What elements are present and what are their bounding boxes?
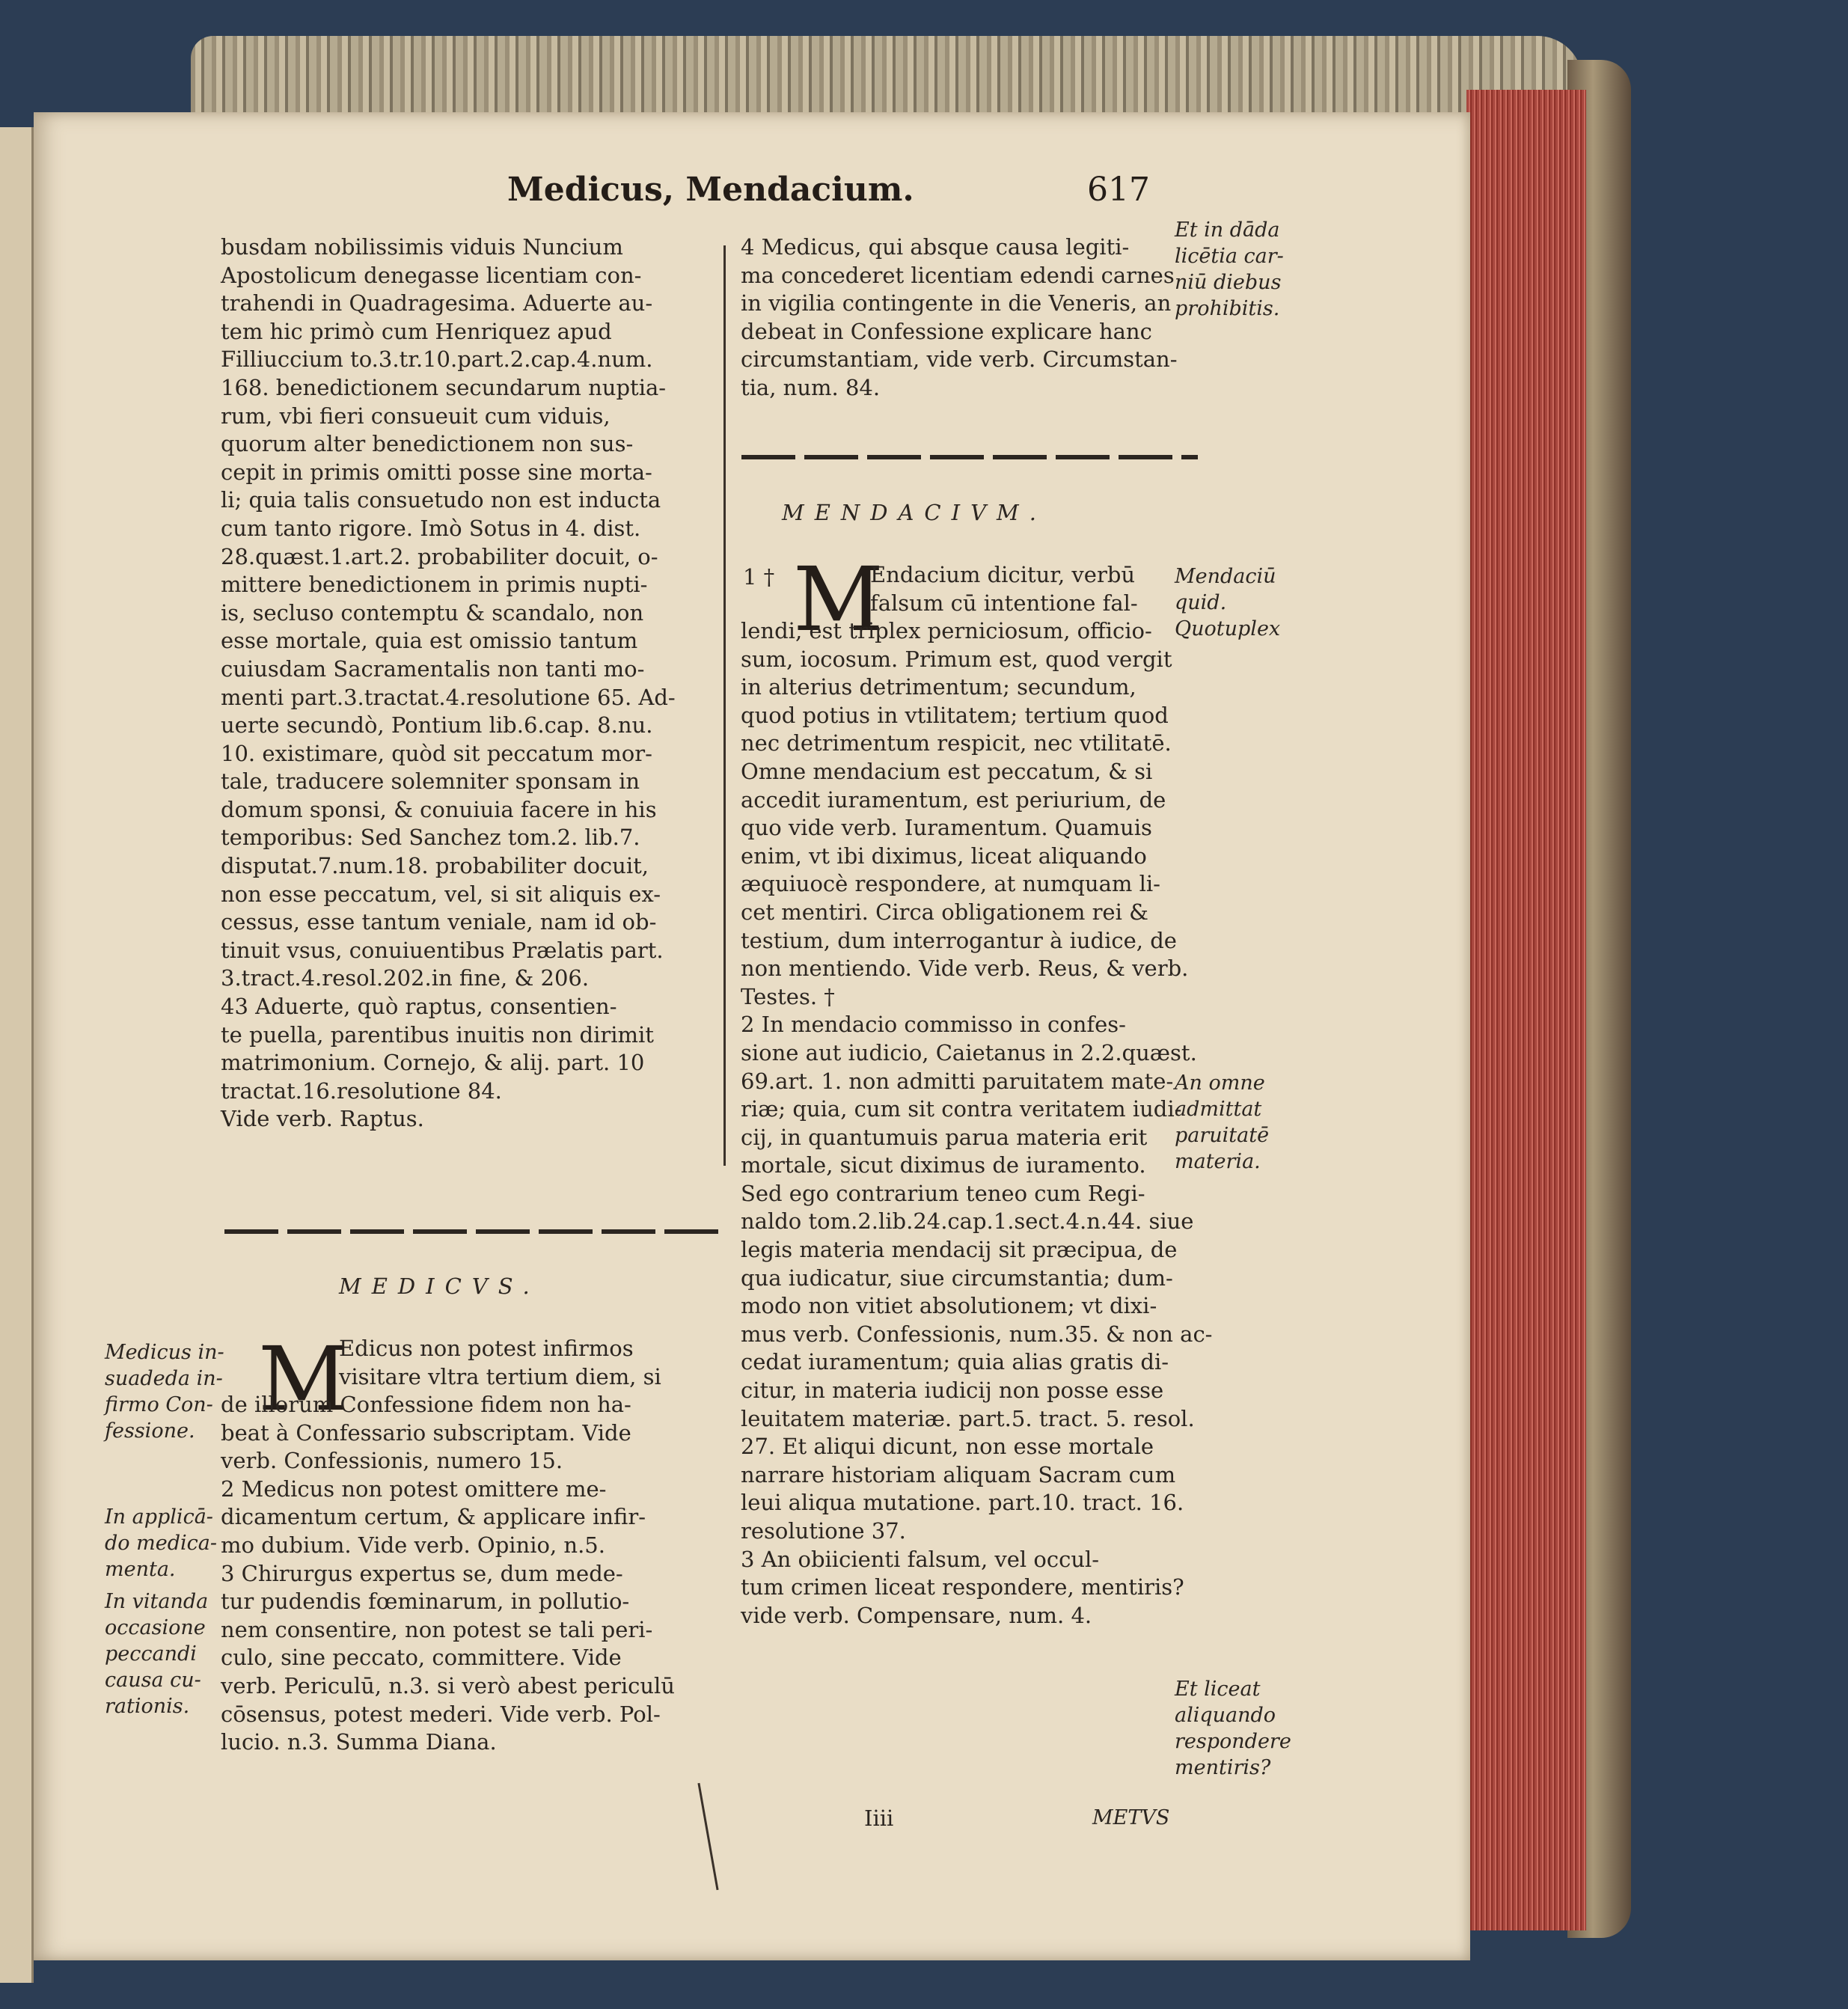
text-line: esse mortale, quia est omissio tantum: [221, 628, 638, 654]
text-line: rum, vbi fieri consueuit cum viduis,: [221, 403, 611, 429]
text-line: nem consentire, non potest se tali peri-: [221, 1616, 653, 1642]
text-line: culo, sine peccato, committere. Vide: [221, 1645, 622, 1671]
text-line: beat à Confessario subscriptam. Vide: [221, 1419, 631, 1446]
text-line: te puella, parentibus inuitis non dirimit: [221, 1021, 654, 1048]
text-line: 28.quæst.1.art.2. probabiliter docuit, o-: [221, 543, 658, 569]
margin-note-line: firmo Con-: [105, 1393, 213, 1416]
text-line: ma concederet licentiam edendi carnes: [741, 262, 1175, 288]
text-line: tractat.16.resolutione 84.: [221, 1077, 502, 1104]
margin-note-line: Mendaciū: [1175, 565, 1276, 588]
text-line: Sed ego contrarium teneo cum Regi-: [741, 1180, 1145, 1206]
margin-note-line: An omne: [1175, 1071, 1265, 1095]
margin-note-line: admittat: [1175, 1098, 1262, 1121]
margin-note-line: fessione.: [105, 1419, 195, 1443]
page-number: 617: [1087, 171, 1150, 209]
text-line: tale, traducere solemniter sponsam in: [221, 768, 640, 795]
text-line: tia, num. 84.: [741, 374, 881, 400]
mendacium-text: [741, 617, 1212, 1630]
text-line: 10. existimare, quòd sit peccatum mor-: [221, 740, 652, 766]
text-line: 4 Medicus, qui absque causa legiti-: [741, 234, 1130, 260]
text-line: tum crimen liceat respondere, mentiris?: [741, 1574, 1184, 1600]
text-line: riæ; quia, cum sit contra veritatem iudi-: [741, 1096, 1182, 1122]
text-line: cōsensus, potest mederi. Vide verb. Pol-: [221, 1701, 661, 1727]
text-line: cum tanto rigore. Imò Sotus in 4. dist.: [221, 515, 641, 541]
text-line: accedit iuramentum, est periurium, de: [741, 786, 1166, 813]
dropcap-mendacium: M: [793, 548, 884, 651]
text-line: narrare historiam aliquam Sacram cum: [741, 1461, 1176, 1487]
text-line: Vide verb. Raptus.: [221, 1106, 424, 1132]
text-line: uerte secundò, Pontium lib.6.cap. 8.nu.: [221, 712, 653, 739]
text-line: is, secluso contemptu & scandalo, non: [221, 599, 644, 626]
text-line: dicamentum certum, & applicare infir-: [221, 1504, 646, 1530]
catchword: METVS: [1092, 1806, 1170, 1829]
section-title-mendacium: MENDACIVM.: [782, 500, 1047, 525]
text-line: circumstantiam, vide verb. Circumstan-: [741, 346, 1178, 373]
text-line: 2 Medicus non potest omittere me-: [221, 1476, 607, 1502]
text-line: li; quia talis consuetudo non est inducta: [221, 487, 661, 513]
text-line: falsum cū intentione fal-: [870, 590, 1138, 616]
section-title-medicus: MEDICVS.: [339, 1273, 540, 1299]
margin-note-line: In applicā-: [105, 1505, 213, 1529]
margin-note-line: do medica-: [105, 1532, 217, 1555]
text-line: 3 An obiicienti falsum, vel occul-: [741, 1546, 1100, 1572]
margin-note-line: paruitatē: [1175, 1124, 1270, 1147]
text-line: Apostolicum denegasse licentiam con-: [221, 262, 642, 288]
text-line: modo non vitiet absolutionem; vt dixi-: [741, 1293, 1157, 1319]
text-line: non mentiendo. Vide verb. Reus, & verb.: [741, 955, 1189, 982]
margin-note-vitanda-occasione: [105, 1588, 208, 1719]
text-line: sione aut iudicio, Caietanus in 2.2.quæst.: [741, 1039, 1197, 1065]
text-line: Testes. †: [741, 983, 835, 1009]
text-line: leui aliqua mutatione. part.10. tract. 16.: [741, 1490, 1184, 1516]
text-line: cij, in quantumuis parua materia erit: [741, 1124, 1148, 1150]
text-line: nec detrimentum respicit, nec vtilitatē.: [741, 730, 1172, 756]
text-line: æquiuocè respondere, at numquam li-: [741, 871, 1160, 897]
text-line: 43 Aduerte, quò raptus, consentien-: [221, 994, 617, 1020]
text-line: 27. Et aliqui dicunt, non esse mortale: [741, 1434, 1154, 1460]
column-divider-end: [697, 1783, 718, 1890]
text-line: qua iudicatur, siue circumstantia; dum-: [741, 1265, 1173, 1291]
text-line: debeat in Confessione explicare hanc: [741, 318, 1152, 344]
text-line: mortale, sicut diximus de iuramento.: [741, 1152, 1146, 1178]
margin-note-line: causa cu-: [105, 1669, 201, 1692]
margin-note-line: respondere: [1175, 1730, 1291, 1753]
text-line: quod potius in vtilitatem; tertium quod: [741, 702, 1169, 728]
text-line: 3 Chirurgus expertus se, dum mede-: [221, 1560, 623, 1586]
text-line: resolutione 37.: [741, 1518, 906, 1544]
text-line: menti part.3.tractat.4.resolutione 65. Ad-: [221, 684, 676, 710]
text-line: verb. Confessionis, numero 15.: [221, 1448, 563, 1474]
running-title: Medicus, Mendacium.: [507, 171, 914, 209]
left-column-text: [221, 233, 676, 1134]
margin-note-applicando: [105, 1504, 217, 1583]
text-line: cedat iuramentum; quia alias gratis di-: [741, 1349, 1169, 1375]
margin-note-line: niū diebus: [1175, 271, 1282, 294]
text-line: trahendi in Quadragesima. Aduerte au-: [221, 290, 653, 317]
text-line: Endacium dicitur, verbū: [870, 562, 1136, 587]
text-line: mittere benedictionem in primis nupti-: [221, 572, 648, 598]
text-line: mus verb. Confessionis, num.35. & non ac-: [741, 1321, 1213, 1347]
text-line: matrimonium. Cornejo, & alij. part. 10: [221, 1050, 645, 1076]
medicus-opening-lines: [339, 1335, 661, 1391]
margin-note-line: In vitanda: [105, 1590, 209, 1613]
text-line: cuiusdam Sacramentalis non tanti mo-: [221, 655, 645, 682]
margin-note-licentia-carnium: [1175, 217, 1284, 322]
signature-mark: Iiii: [864, 1805, 894, 1831]
margin-note-line: materia.: [1175, 1150, 1261, 1173]
text-line: in vigilia contingente in die Veneris, an: [741, 290, 1172, 317]
text-line: non esse peccatum, vel, si sit aliquis ex-: [221, 881, 661, 907]
margin-note-line: menta.: [105, 1558, 176, 1581]
margin-note-line: Et in dāda: [1175, 218, 1280, 242]
text-line: 2 In mendacio commisso in confes-: [741, 1012, 1126, 1038]
text-line: lucio. n.3. Summa Diana.: [221, 1729, 497, 1755]
margin-note-line: quid.: [1175, 591, 1227, 614]
margin-note-line: mentiris?: [1175, 1756, 1271, 1779]
text-line: lendi, est triplex perniciosum, officio-: [741, 618, 1152, 643]
text-line: Edicus non potest infirmos: [339, 1336, 634, 1361]
text-line: cessus, esse tantum veniale, nam id ob-: [221, 909, 657, 935]
text-line: mo dubium. Vide verb. Opinio, n.5.: [221, 1532, 605, 1558]
text-line: vide verb. Compensare, num. 4.: [741, 1602, 1092, 1628]
book-page: [34, 112, 1470, 1960]
text-line: disputat.7.num.18. probabiliter docuit,: [221, 853, 649, 879]
margin-note-mendacium-quid: [1175, 563, 1280, 642]
text-line: enim, vt ibi diximus, liceat aliquando: [741, 843, 1147, 869]
margin-note-line: Et liceat: [1175, 1678, 1261, 1701]
column-divider: [723, 245, 726, 1166]
mendacium-opening-lines: [870, 561, 1138, 617]
section-divider-left: [224, 1229, 718, 1234]
medicus-text: [221, 1391, 675, 1757]
margin-note-line: aliquando: [1175, 1704, 1276, 1727]
page-fore-edge: [1466, 90, 1586, 1930]
text-line: naldo tom.2.lib.24.cap.1.sect.4.n.44. siue: [741, 1208, 1194, 1235]
margin-note-line: licētia car-: [1175, 245, 1284, 268]
right-column-top-text: [741, 233, 1178, 403]
text-line: in alterius detrimentum; secundum,: [741, 674, 1136, 700]
margin-note-respondere-mentiris: [1175, 1676, 1291, 1781]
section-divider-right: [741, 455, 1198, 459]
text-line: tur pudendis fœminarum, in pollutio-: [221, 1588, 630, 1615]
margin-note-paruitatem: [1175, 1070, 1269, 1175]
text-line: domum sponsi, & conuiuia facere in his: [221, 796, 657, 822]
margin-note-line: peccandi: [105, 1642, 197, 1666]
paragraph-marker: 1 †: [743, 564, 775, 590]
text-line: busdam nobilissimis viduis Nuncium: [221, 234, 623, 260]
text-line: de illorum Confessione fidem non ha-: [221, 1392, 631, 1417]
dropcap-medicus: M: [258, 1327, 349, 1431]
text-line: cepit in primis omitti posse sine morta-: [221, 459, 652, 485]
facing-page-edge: [0, 127, 34, 1983]
text-line: 69.art. 1. non admitti paruitatem mate-: [741, 1068, 1174, 1094]
text-line: leuitatem materiæ. part.5. tract. 5. resol.: [741, 1405, 1195, 1431]
text-line: quo vide verb. Iuramentum. Quamuis: [741, 815, 1152, 841]
text-line: Filliuccium to.3.tr.10.part.2.cap.4.num.: [221, 346, 653, 373]
text-line: sum, iocosum. Primum est, quod vergit: [741, 646, 1172, 672]
text-line: quorum alter benedictionem non sus-: [221, 431, 634, 457]
text-line: Omne mendacium est peccatum, & si: [741, 758, 1153, 784]
text-line: verb. Periculū, n.3. si verò abest periculū: [221, 1672, 675, 1698]
text-line: visitare vltra tertium diem, si: [339, 1363, 661, 1389]
margin-note-line: Quotuplex: [1175, 617, 1281, 640]
margin-note-line: prohibitis.: [1175, 297, 1280, 320]
margin-note-medicus-suadenda: [105, 1339, 224, 1444]
margin-note-line: Medicus in-: [105, 1341, 224, 1364]
text-line: citur, in materia iudicij non posse esse: [741, 1377, 1164, 1404]
text-line: temporibus: Sed Sanchez tom.2. lib.7.: [221, 825, 640, 851]
text-line: 3.tract.4.resol.202.in fine, & 206.: [221, 965, 590, 991]
margin-note-line: suadeda in-: [105, 1367, 223, 1390]
text-line: testium, dum interrogantur à iudice, de: [741, 927, 1177, 953]
text-line: tinuit vsus, conuiuentibus Prælatis part.: [221, 937, 664, 963]
text-line: legis materia mendacij sit præcipua, de: [741, 1237, 1178, 1263]
margin-note-line: rationis.: [105, 1695, 190, 1718]
text-line: 168. benedictionem secundarum nuptia-: [221, 374, 667, 400]
text-line: tem hic primò cum Henriquez apud: [221, 318, 612, 344]
margin-note-line: occasione: [105, 1616, 206, 1639]
text-line: cet mentiri. Circa obligationem rei &: [741, 899, 1148, 925]
